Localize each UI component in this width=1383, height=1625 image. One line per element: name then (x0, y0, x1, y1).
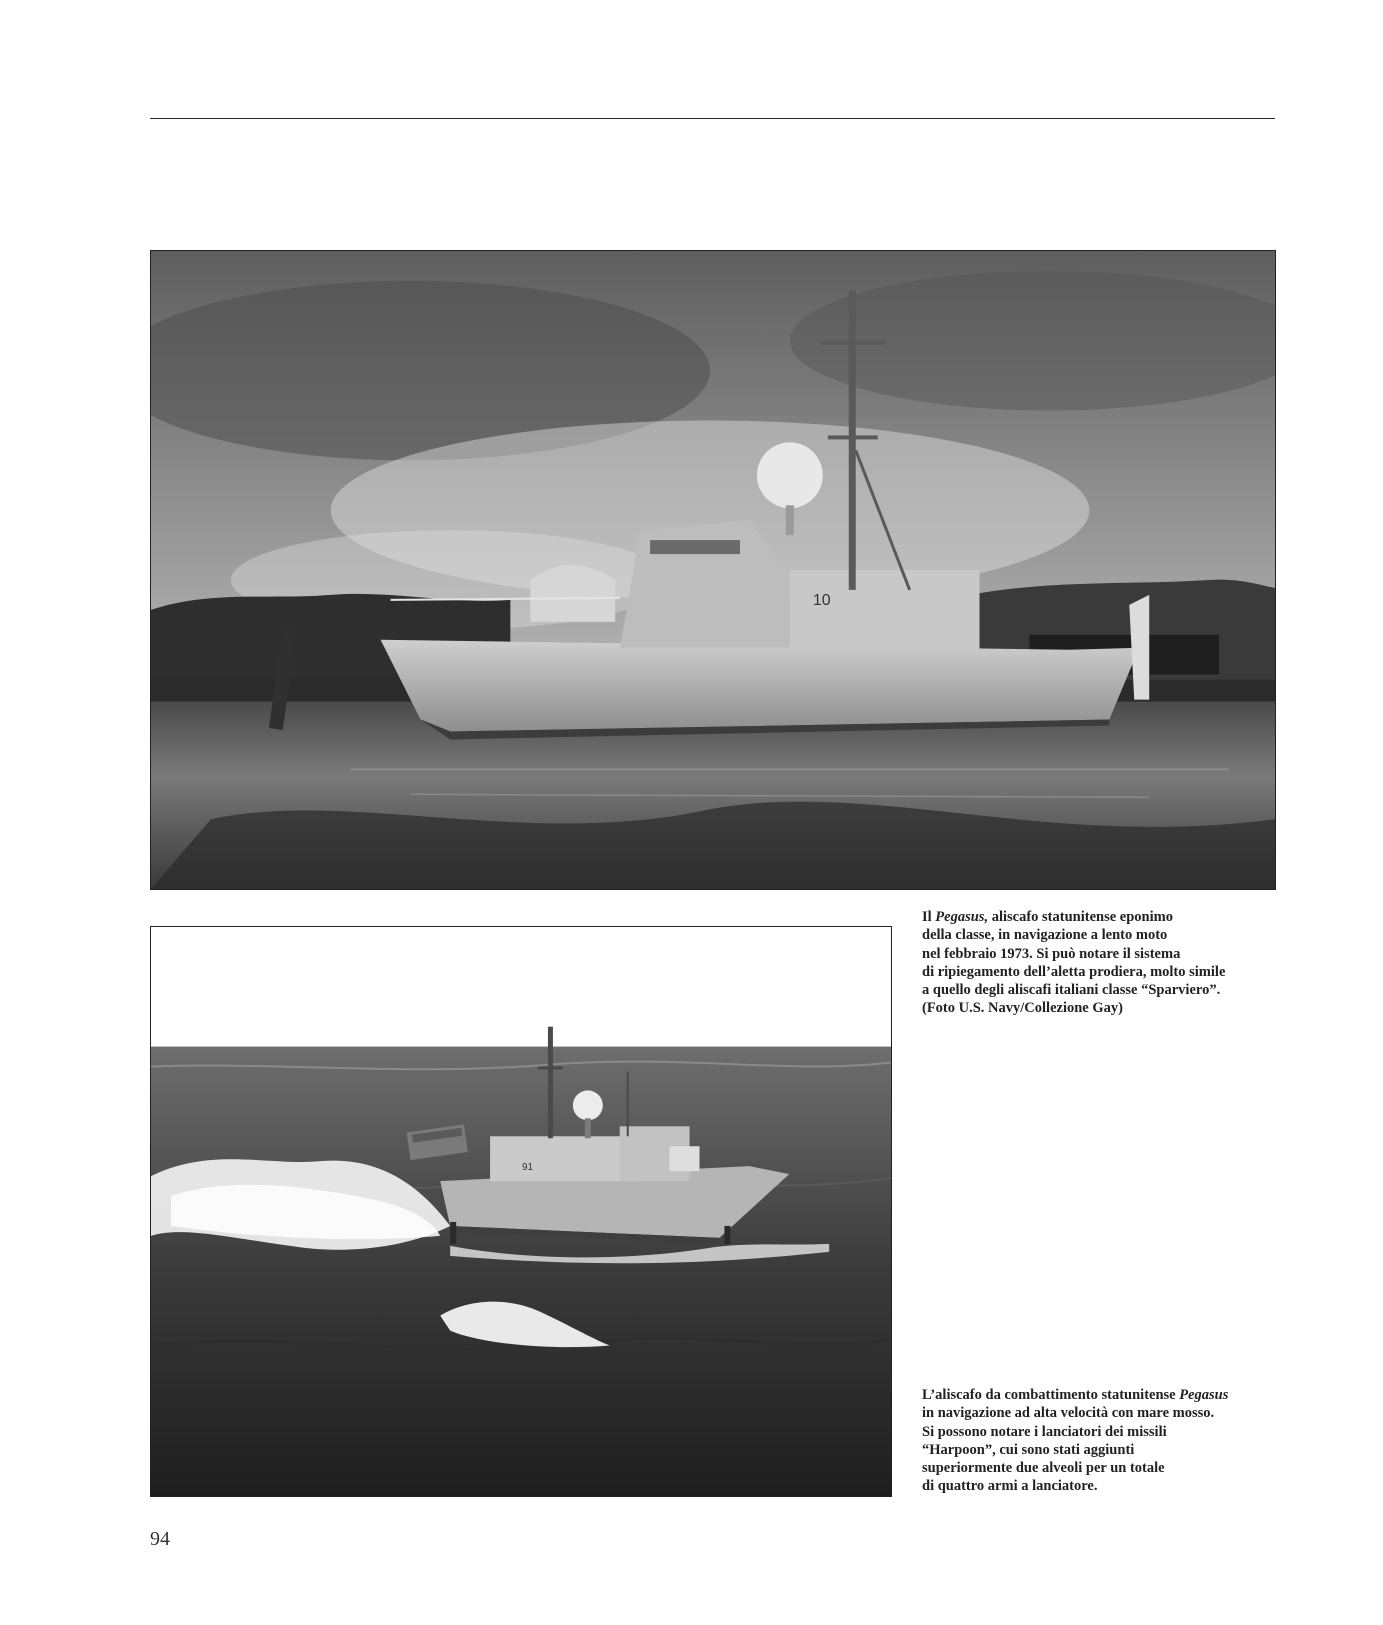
caption-bottom-line: Si possono notare i lanciatori dei missili (922, 1423, 1167, 1440)
caption-bottom-line: superiormente due alveoli per un totale (922, 1460, 1165, 1477)
caption-top-line: della classe, in navigazione a lento moto (922, 927, 1168, 944)
hull-number: 91 (521, 1162, 534, 1174)
caption-bottom (922, 1386, 1282, 1496)
header-rule (150, 118, 1275, 119)
caption-top-line: di ripiegamento dell’aletta prodiera, molto simile (922, 963, 1226, 980)
caption-top-line: nel febbraio 1973. Si può notare il sistema (922, 945, 1181, 962)
caption-top-line: Il Pegasus, aliscafo statunitense eponimo (922, 909, 1173, 925)
caption-bottom-line: L’aliscafo da combattimento statunitense Pegasus (922, 1387, 1229, 1403)
page-number: 94 (150, 1528, 170, 1550)
caption-bottom-line: “Harpoon”, cui sono stati aggiunti (922, 1441, 1135, 1458)
bow-number: 10 (812, 591, 831, 609)
caption-top-line: (Foto U.S. Navy/Collezione Gay) (922, 1000, 1123, 1017)
caption-top (922, 908, 1282, 1018)
photo-pegasus-at-speed (150, 926, 892, 1497)
pegasus-at-speed-image (151, 927, 891, 1496)
caption-bottom-line: di quattro armi a lanciatore. (922, 1478, 1098, 1495)
pegasus-moored-image (151, 251, 1275, 889)
photo-pegasus-moored (150, 250, 1276, 890)
caption-bottom-line: in navigazione ad alta velocità con mare mosso. (922, 1405, 1215, 1422)
caption-top-line: a quello degli aliscafi italiani classe “Sparviero”. (922, 982, 1221, 999)
